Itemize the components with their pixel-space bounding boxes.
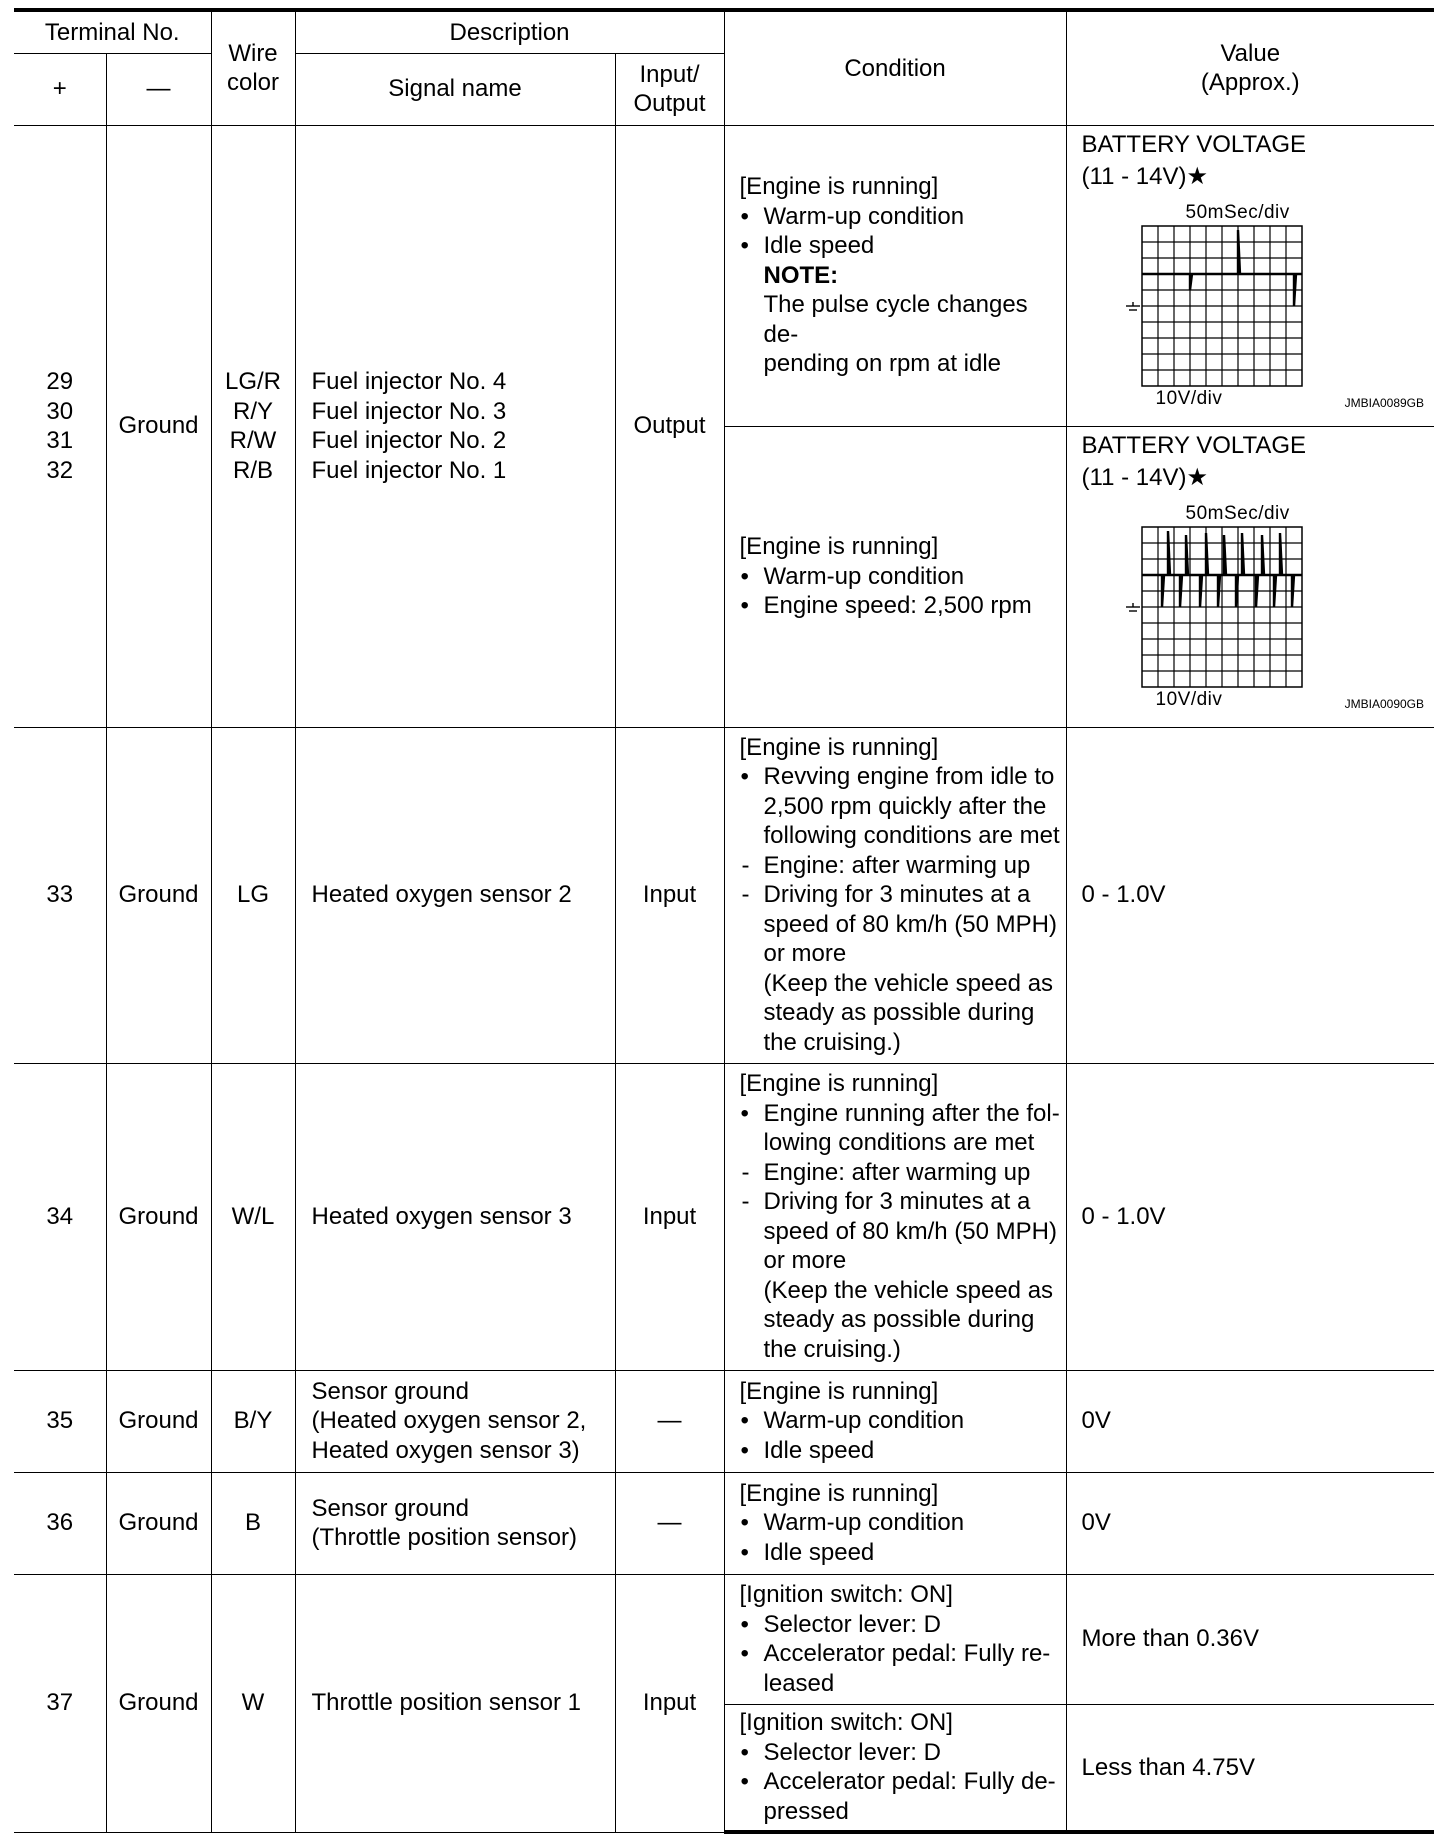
io-34: Input (615, 1063, 724, 1370)
io-29-32: Output (615, 125, 724, 727)
header-minus: — (106, 53, 211, 125)
value-29-32-idle: BATTERY VOLTAGE (11 - 14V)★ 50mSec/div 10V/div JMBIA0089GB (1066, 125, 1434, 426)
condition-29-32-2500rpm: [Engine is running] • Warm-up condition • Engine speed: 2,500 rpm (724, 426, 1066, 727)
value-33: 0 - 1.0V (1066, 727, 1434, 1063)
table-row-29-32 (14, 125, 1434, 426)
terminal-33: 33 (14, 727, 106, 1063)
value-34: 0 - 1.0V (1066, 1063, 1434, 1370)
header-wire-color: Wire color (211, 10, 295, 125)
ground-33: Ground (106, 727, 211, 1063)
oscilloscope-waveform-idle (1122, 200, 1312, 390)
wire-color-35: B/Y (211, 1370, 295, 1472)
io-37: Input (615, 1574, 724, 1832)
value-36: 0V (1066, 1472, 1434, 1574)
ground-36: Ground (106, 1472, 211, 1574)
terminal-34: 34 (14, 1063, 106, 1370)
value-35: 0V (1066, 1370, 1434, 1472)
scope-xdiv-label: 50mSec/div (1185, 502, 1290, 524)
figure-id: JMBIA0090GB (1344, 696, 1425, 711)
scope-ydiv-label: 10V/div (1155, 688, 1223, 710)
signal-33: Heated oxygen sensor 2 (295, 727, 615, 1063)
terminal-35: 35 (14, 1370, 106, 1472)
ground-34: Ground (106, 1063, 211, 1370)
signal-34: Heated oxygen sensor 3 (295, 1063, 615, 1370)
signal-35: Sensor ground (Heated oxygen sensor 2, Heated oxygen sensor 3) (295, 1370, 615, 1472)
table-row-33 (14, 727, 1434, 1063)
wire-color-37: W (211, 1574, 295, 1832)
condition-33: [Engine is running] • Revving engine from idle to 2,500 rpm quickly after the following conditions are met - Engine: after warming up - Driving for 3 minutes at a speed of 80 km/h (50 MPH) or more (Keep the vehicle speed as steady as possible during the cruising.) (724, 727, 1066, 1063)
value-37-released: More than 0.36V (1066, 1574, 1434, 1704)
condition-34: [Engine is running] • Engine running after the fol- lowing conditions are met - Engine: after warming up - Driving for 3 minutes at a speed of 80 km/h (50 MPH) or more (Keep the vehicle speed as steady as possible during the cruising.) (724, 1063, 1066, 1370)
header-plus: + (14, 53, 106, 125)
wire-color-33: LG (211, 727, 295, 1063)
ground-29-32: Ground (106, 125, 211, 727)
header-description: Description (295, 10, 724, 53)
scope-ydiv-label: 10V/div (1155, 387, 1223, 409)
star-icon: ★ (1186, 463, 1208, 491)
terminal-spec-table (14, 8, 1434, 1834)
signal-37: Throttle position sensor 1 (295, 1574, 615, 1832)
ground-37: Ground (106, 1574, 211, 1832)
table-row-36 (14, 1472, 1434, 1574)
condition-36: [Engine is running] • Warm-up condition • Idle speed (724, 1472, 1066, 1574)
header-input-output: Input/ Output (615, 53, 724, 125)
ground-35: Ground (106, 1370, 211, 1472)
header-value: Value (Approx.) (1066, 10, 1434, 125)
table-row-34 (14, 1063, 1434, 1370)
header-condition: Condition (724, 10, 1066, 125)
signal-36: Sensor ground (Throttle position sensor) (295, 1472, 615, 1574)
condition-37-released: [Ignition switch: ON] • Selector lever: D • Accelerator pedal: Fully re- leased (724, 1574, 1066, 1704)
header-terminal-no: Terminal No. (14, 10, 211, 53)
wire-color-34: W/L (211, 1063, 295, 1370)
value-37-depressed: Less than 4.75V (1066, 1704, 1434, 1832)
note-label: NOTE: (763, 261, 839, 289)
condition-37-depressed: [Ignition switch: ON] • Selector lever: D • Accelerator pedal: Fully de- pressed (724, 1704, 1066, 1832)
value-29-32-2500rpm: BATTERY VOLTAGE (11 - 14V)★ 50mSec/div 10V/div JMBIA0090GB (1066, 426, 1434, 727)
io-36: — (615, 1472, 724, 1574)
terminal-36: 36 (14, 1472, 106, 1574)
terminal-numbers-29-32: 29 30 31 32 (14, 125, 106, 727)
signal-names-29-32: Fuel injector No. 4 Fuel injector No. 3 Fuel injector No. 2 Fuel injector No. 1 (295, 125, 615, 727)
scope-xdiv-label: 50mSec/div (1185, 201, 1290, 223)
table-row-37 (14, 1574, 1434, 1704)
wire-colors-29-32: LG/R R/Y R/W R/B (211, 125, 295, 727)
condition-35: [Engine is running] • Warm-up condition • Idle speed (724, 1370, 1066, 1472)
table-row-35 (14, 1370, 1434, 1472)
star-icon: ★ (1186, 162, 1208, 190)
io-35: — (615, 1370, 724, 1472)
figure-id: JMBIA0089GB (1344, 395, 1425, 410)
condition-29-32-idle: [Engine is running] • Warm-up condition • Idle speed NOTE: The pulse cycle changes de- pending on rpm at idle (724, 125, 1066, 426)
oscilloscope-waveform-2500rpm (1122, 501, 1312, 691)
header-signal-name: Signal name (295, 53, 615, 125)
io-33: Input (615, 727, 724, 1063)
wire-color-36: B (211, 1472, 295, 1574)
terminal-37: 37 (14, 1574, 106, 1832)
